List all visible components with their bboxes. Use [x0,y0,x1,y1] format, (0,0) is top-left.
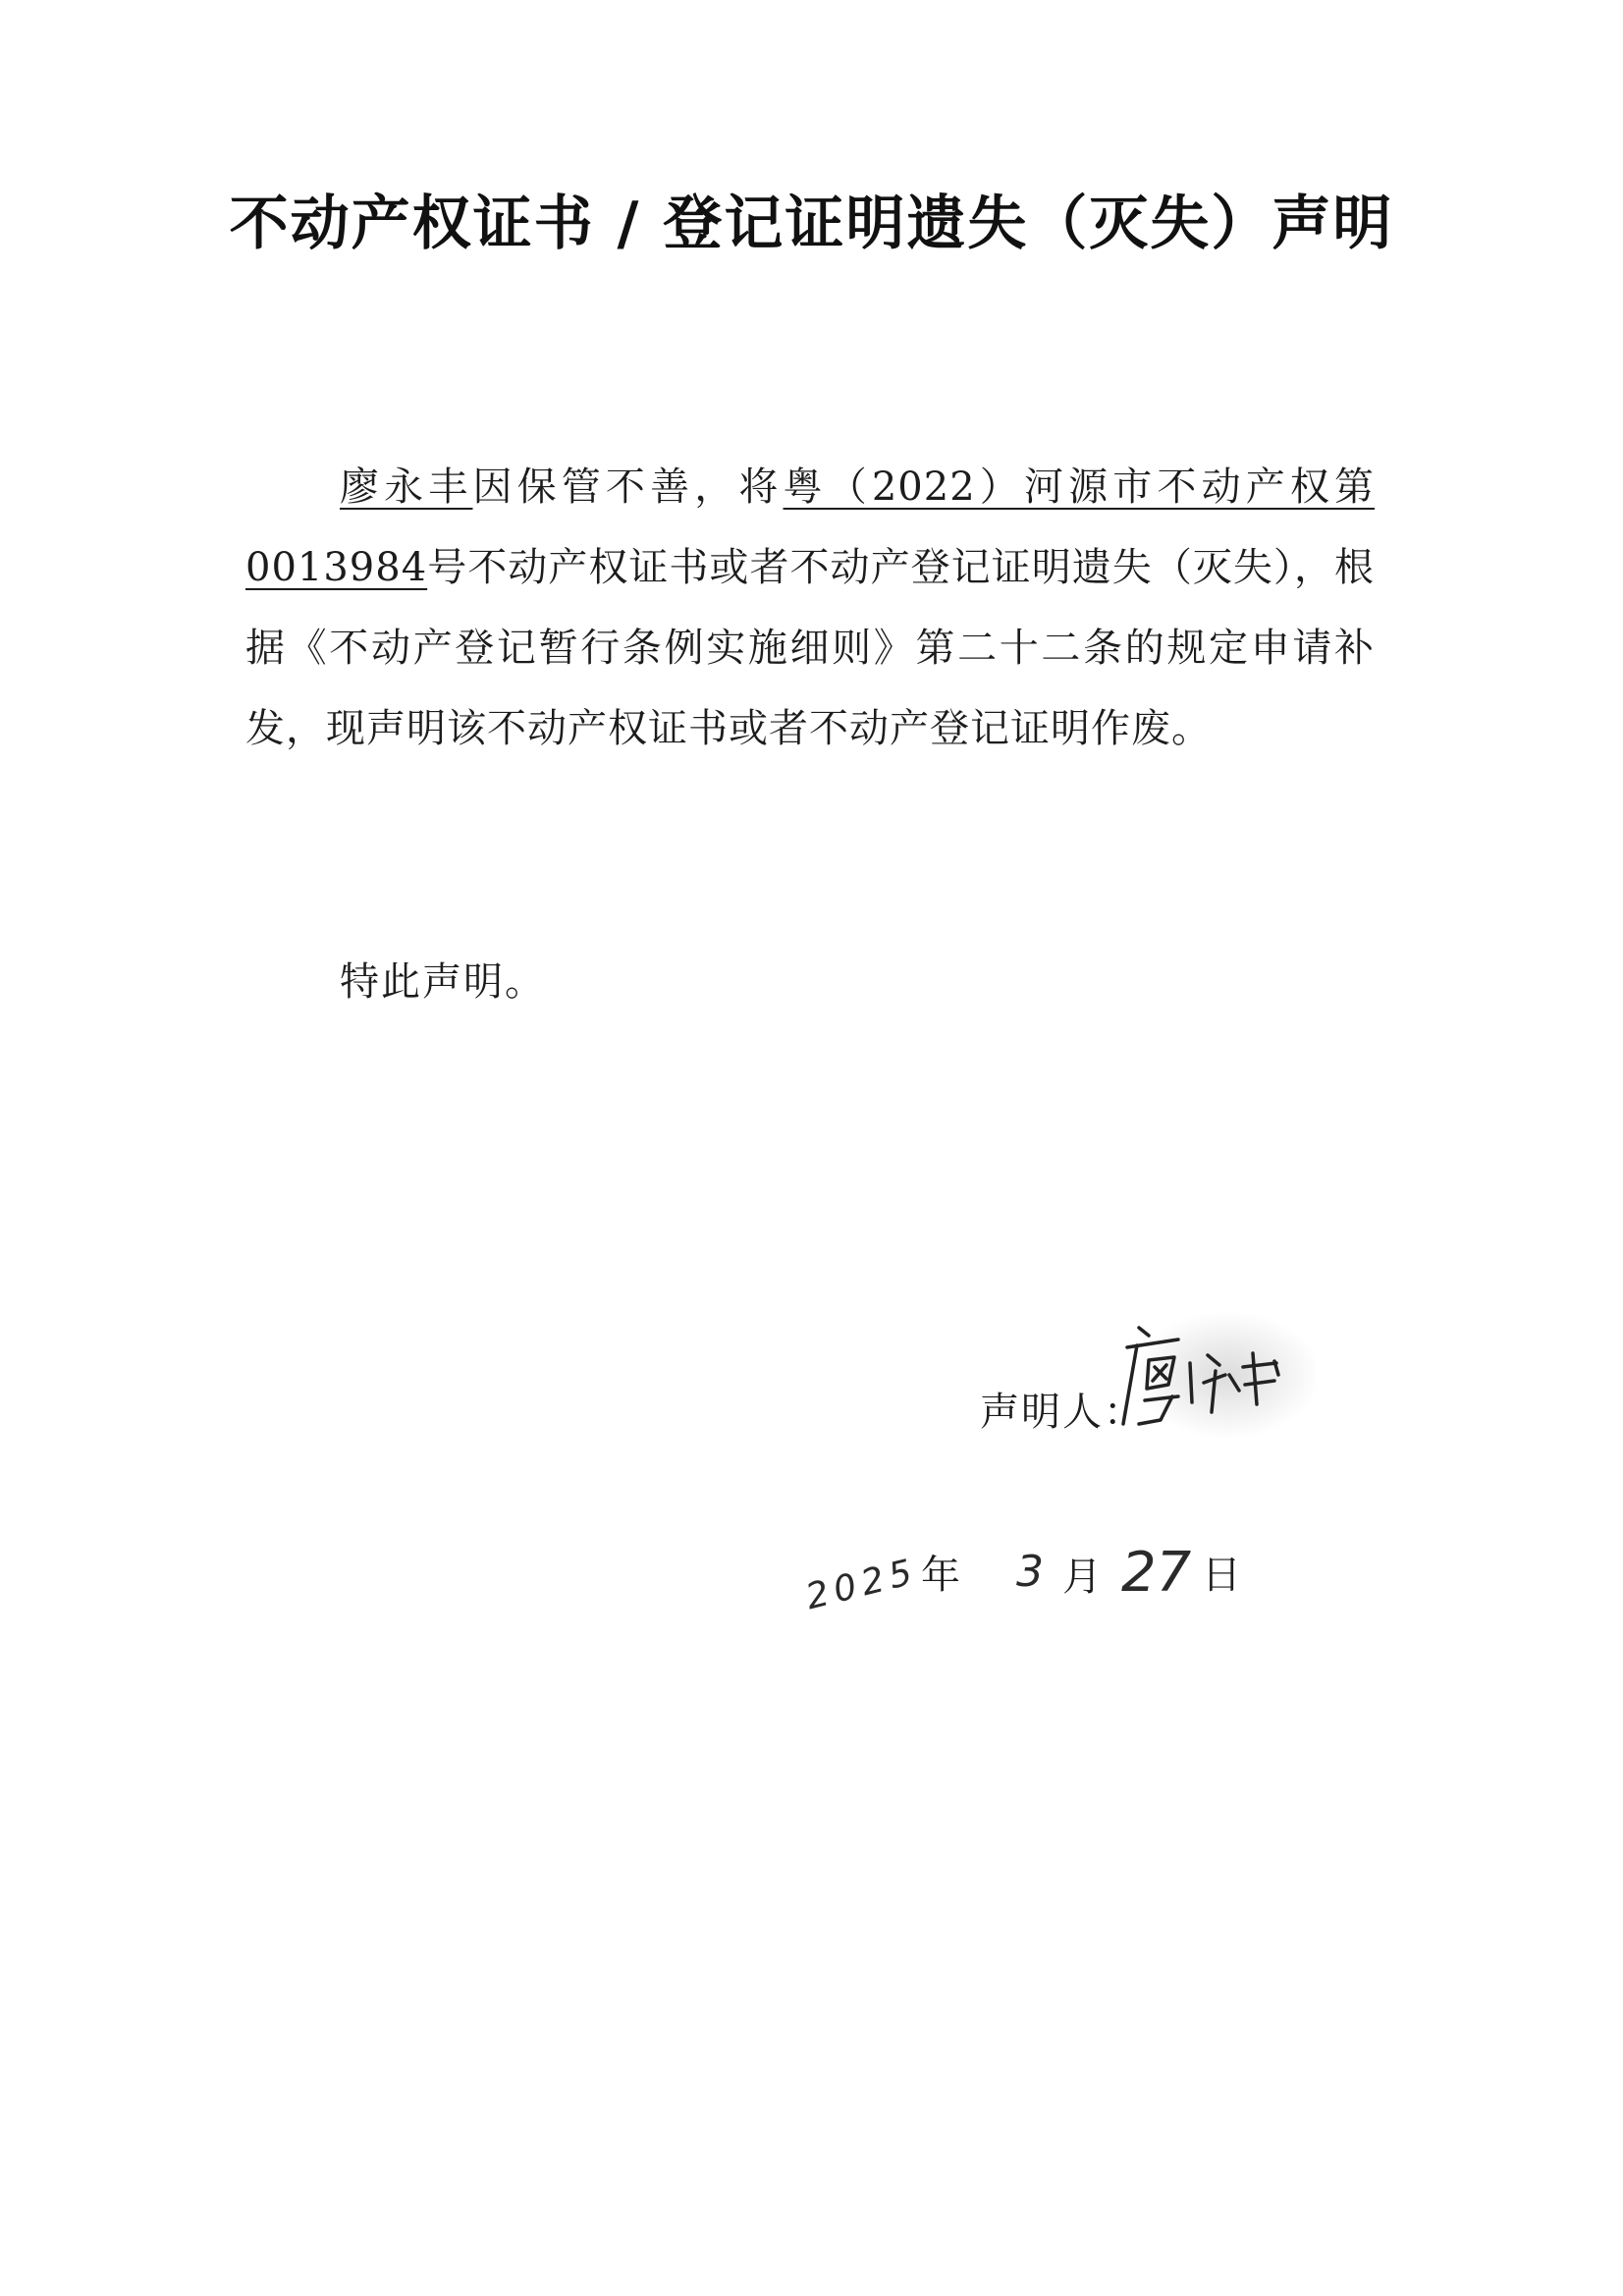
certificate-ref-a: 粤（2022）河源市不动产权第 [783,465,1376,510]
owner-name: 廖永丰 [340,465,473,510]
date-day-handwritten: 27 [1121,1541,1192,1605]
date-year-unit: 年 [921,1553,960,1598]
body-text-2: 号不动产权证书或者不动产登记证明遗失（灭失），根据《不动产登记暂行条例实施细则》第二十二条的规定申请补发，现声明该不动产权证书或者不动产登记证明作废。 [245,545,1375,751]
certificate-ref-b: 0013984 [245,545,428,590]
document-title: 不动产权证书 / 登记证明遗失（灭失）声明 [229,190,1394,258]
handwritten-signature [1109,1306,1316,1453]
date-day-unit: 日 [1202,1553,1241,1598]
closing-statement: 特此声明。 [340,959,546,1005]
date-year-handwritten: 2025 [801,1551,922,1618]
declarant-label: 声明人： [980,1390,1145,1435]
declaration-body [245,447,1375,769]
declaration-paragraph [245,447,1375,769]
body-text-1: 因保管不善，将 [472,465,784,510]
date-line [801,1541,1257,1655]
date-month-unit: 月 [1062,1555,1102,1600]
date-month-handwritten: 3 [1016,1547,1044,1597]
